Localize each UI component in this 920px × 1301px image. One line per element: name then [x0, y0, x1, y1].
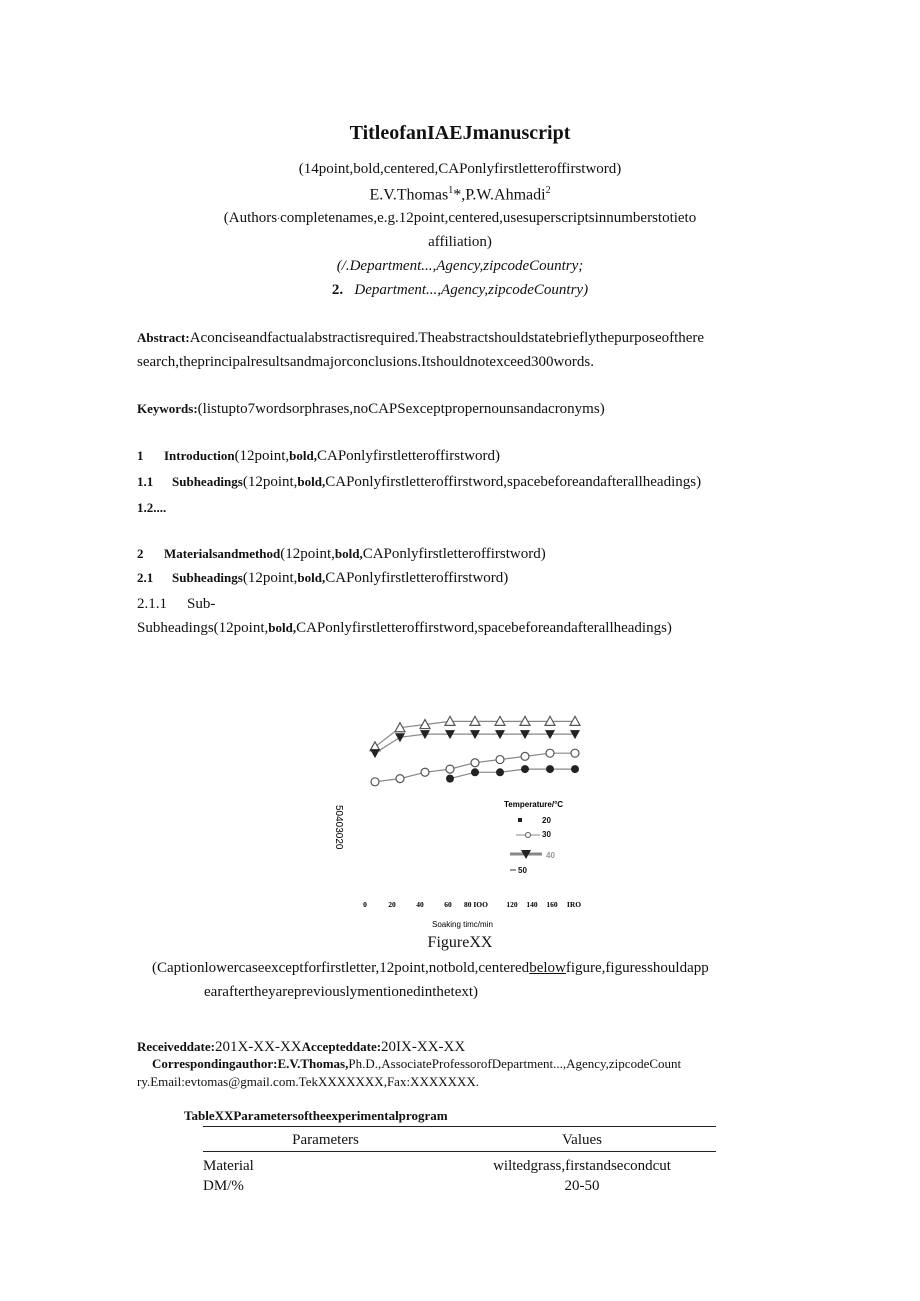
author-1-superscript: 1 [448, 185, 454, 196]
table-header-row [203, 1132, 716, 1149]
section-1-1: 1.1 Subheadings(12point,bold,CAPonlyfirstletteroffirstword,spacebeforeandafterallheadings) [137, 474, 702, 490]
data-point-30 [421, 768, 429, 776]
x-tick-label: IRO [566, 900, 582, 909]
x-tick-label: 120 [506, 900, 518, 909]
data-point-20 [546, 765, 554, 773]
table-cell: wiltedgrass,firstandsecondcut [493, 1157, 671, 1174]
series-line-30 [375, 753, 575, 782]
legend-marker-30 [526, 833, 531, 838]
x-axis-ticks [363, 900, 581, 909]
data-point-20 [496, 768, 504, 776]
author-1: E.V.Thomas [369, 186, 449, 204]
x-tick-label: 160 [546, 900, 558, 909]
legend-title: Temperature/°C [504, 800, 564, 809]
table-top-rule [203, 1126, 716, 1127]
data-point-30 [471, 759, 479, 767]
data-point-20 [446, 775, 454, 783]
series-line-20 [450, 769, 575, 779]
table-header-parameters: Parameters [292, 1132, 359, 1148]
table-header-values: Values [562, 1132, 602, 1148]
authors-note-line1: (Authors·completenames,e.g.12point,centered,usesuperscriptsinnumberstotieto [223, 210, 697, 226]
table-header-rule [203, 1151, 716, 1152]
section-2-1-1-line1: 2.1.1 Sub- [137, 596, 216, 612]
figure-caption-line1: (Captionlowercaseexceptforfirstletter,12point,notbold,centeredbelowfigure,figuresshouldapp [152, 960, 709, 976]
author-2: *,P.W.Ahmadi [453, 186, 546, 204]
data-point-30 [446, 765, 454, 773]
table-row [203, 1156, 716, 1176]
figure-chart [320, 705, 600, 935]
x-tick-label: 60 [444, 900, 452, 909]
legend-label-40: 40 [546, 851, 555, 860]
authors-line [0, 185, 920, 204]
author-2-superscript: 2 [545, 185, 551, 196]
line-chart [320, 705, 600, 935]
figure-caption-line2: earaftertheyarepreviouslymentionedinthetext) [204, 984, 479, 1000]
keywords-label: Keywords: [137, 401, 198, 416]
data-point-30 [546, 749, 554, 757]
data-point-50 [395, 733, 405, 742]
x-tick-label: 140 [526, 900, 538, 909]
section-2-1-1-line2: Subheadings(12point,bold,CAPonlyfirstletteroffirstword,spacebeforeandafterallheadings) [137, 620, 672, 636]
abstract-label: Abstract: [137, 330, 190, 345]
abstract-line1: Abstract:Aconciseandfactualabstractisrequired.Theabstractshouldstatebrieflythepurposeofthere [137, 330, 705, 346]
section-1-2: 1.2.... [137, 500, 167, 515]
page-title: TitleofanIAEJmanuscript [349, 122, 571, 144]
legend-marker-20 [518, 818, 522, 822]
title-format-note: (14point,bold,centered,CAPonlyfirstletteroffirstword) [298, 161, 622, 177]
x-axis-label: Soaking timc/min [432, 920, 493, 929]
data-point-20 [471, 768, 479, 776]
data-point-30 [571, 749, 579, 757]
section-introduction: 1 Introduction(12point,bold,CAPonlyfirstletteroffirstword) [137, 448, 501, 464]
table-cell: Material [203, 1157, 254, 1174]
table-cell: DM/% [203, 1177, 244, 1194]
legend-label-20: 20 [542, 816, 551, 825]
legend-label-30: 30 [542, 830, 551, 839]
section-2-1: 2.1 Subheadings(12point,bold,CAPonlyfirstletteroffirstword) [137, 570, 509, 586]
x-tick-label: 40 [416, 900, 424, 909]
affiliation-2: 2. Department...,Agency,zipcodeCountry) [331, 282, 589, 298]
data-point-30 [521, 752, 529, 760]
data-point-30 [496, 756, 504, 764]
corresponding-author-line2: ry.Email:evtomas@gmail.com.TekXXXXXXX,Fax:XXXXXXX. [137, 1074, 480, 1089]
abstract-line2: search,theprincipalresultsandmajorconclusions.Itshouldnotexceed300words. [137, 354, 594, 370]
keywords-line: Keywords:(listupto7wordsorphrases,noCAPSexceptpropernounsandacronyms) [137, 401, 605, 417]
table-body [203, 1156, 716, 1196]
section-materials: 2 Materialsandmethod(12point,bold,CAPonlyfirstletteroffirstword) [137, 546, 546, 562]
plot-area [370, 716, 580, 785]
data-point-30 [371, 778, 379, 786]
y-axis-label: 50403020 [333, 805, 344, 850]
dates-line: Receiveddate:201X-XX-XXAccepteddate:20IX-XX-XX [137, 1039, 466, 1055]
x-tick-label: 20 [388, 900, 396, 909]
table-caption: TableXXParametersoftheexperimentalprogram [184, 1108, 448, 1123]
figure-label: FigureXX [427, 934, 493, 951]
x-tick-label: 80 IOO [464, 900, 488, 909]
legend [510, 816, 555, 875]
corresponding-author-line1: Correspondingauthor:E.V.Thomas,Ph.D.,AssociateProfessorofDepartment...,Agency,zipcodeCount [152, 1056, 682, 1071]
data-table [203, 1132, 716, 1149]
affiliation-1: (/.Department...,Agency,zipcodeCountry; [336, 258, 584, 274]
data-point-20 [571, 765, 579, 773]
table-row [203, 1176, 716, 1196]
authors-note-line2: affiliation) [428, 234, 492, 250]
data-point-50 [370, 749, 380, 758]
data-point-30 [396, 775, 404, 783]
data-point-20 [521, 765, 529, 773]
table-cell: 20-50 [564, 1177, 600, 1194]
legend-label-50: 50 [518, 866, 527, 875]
x-tick-label: 0 [363, 900, 367, 909]
